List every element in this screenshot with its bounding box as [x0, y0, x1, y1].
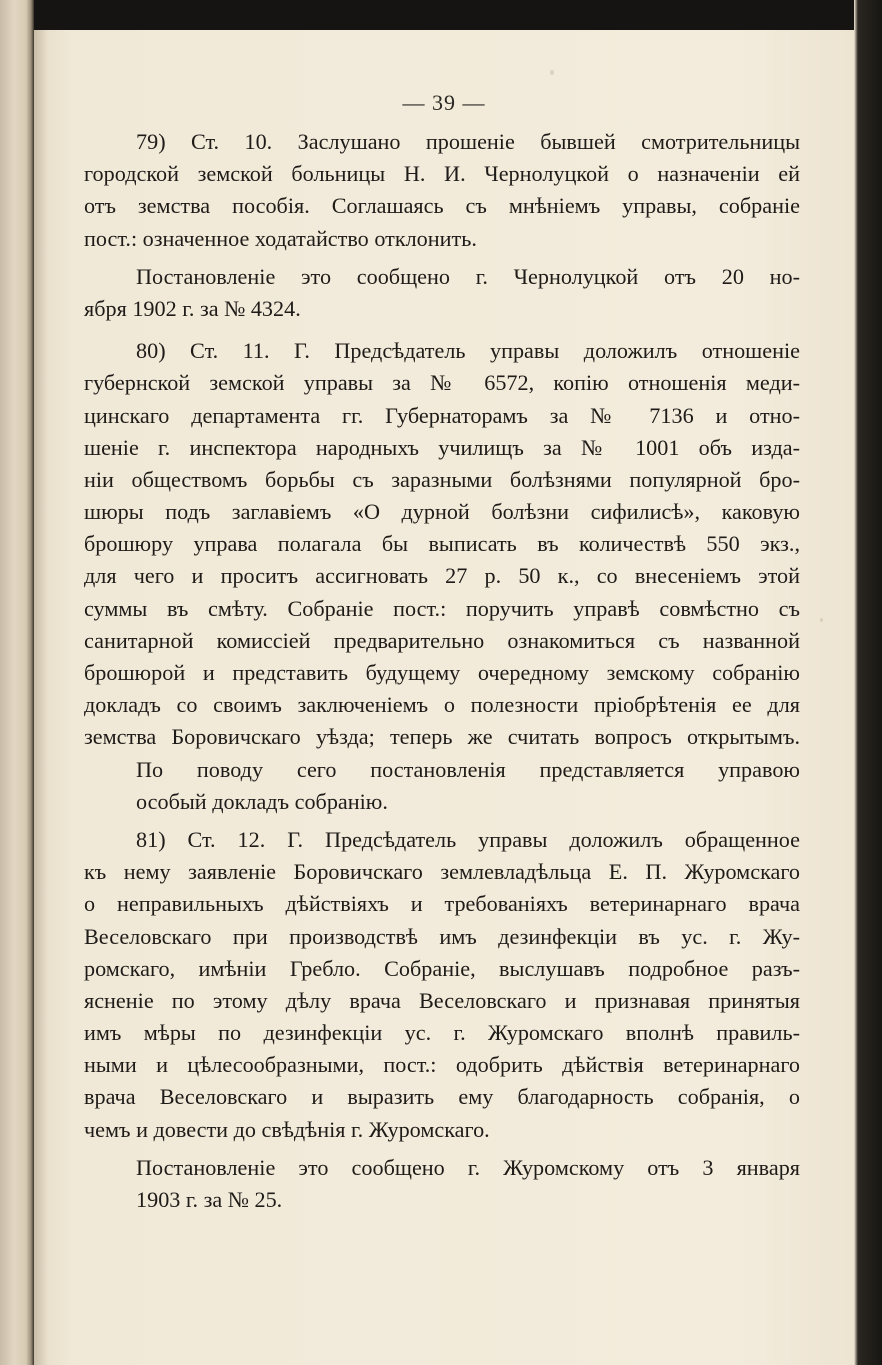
text-line: 1903 г. за № 25.: [136, 1187, 283, 1212]
text-line: брошюрой и представить будущему очередному земскому собранію: [84, 660, 800, 685]
text-line: городской земской больницы Н. И. Чернолуцкой о назначеніи ей: [84, 161, 800, 187]
book-page: [34, 30, 854, 1365]
text-line: отъ земства пособія. Соглашаясь съ мнѣніемъ управы, собраніе: [84, 193, 800, 219]
text-line: особый докладъ собранію.: [136, 788, 388, 814]
text-line: ніи обществомъ борьбы съ заразными болѣзнями популярной бро-: [84, 466, 800, 492]
text-line: ября 1902 г. за № 4324.: [84, 295, 301, 321]
text-line: о неправильныхъ дѣйствіяхъ и требованіяхъ ветеринарнаго врача: [84, 891, 800, 917]
text-line: докладъ со своимъ заключеніемъ о полезности пріобрѣтенія ее для: [84, 692, 800, 718]
paper-spot: [550, 70, 554, 75]
scan-top-border: [0, 0, 882, 30]
text-line: брошюру управа полагала бы выписать въ количествѣ 550 экз.,: [84, 531, 800, 557]
text-line: 80) Ст. 11. Г. Предсѣдатель управы доложилъ отношеніе: [136, 338, 800, 364]
text-line: имъ мѣры по дезинфекціи ус. г. Журомскаго вполнѣ правиль-: [84, 1020, 800, 1046]
text-line: для чего и проситъ ассигновать 27 р. 50 к., со внесеніемъ этой: [84, 563, 800, 589]
text-line: 81) Ст. 12. Г. Предсѣдатель управы доложилъ обращенное: [136, 826, 800, 852]
text-line: ясненіе по этому дѣлу врача Веселовскаго и признавая принятыя: [84, 987, 800, 1013]
text-line: ромскаго, имѣніи Гребло. Собраніе, выслушавъ подробное разъ-: [84, 955, 800, 981]
text-line: Веселовскаго при производствѣ имъ дезинфекціи въ ус. г. Жу-: [84, 923, 800, 949]
page-number: — 39 —: [402, 90, 486, 115]
scan-right-border: [854, 0, 882, 1365]
text-line: пост.: означенное ходатайство отклонить.: [84, 225, 477, 251]
text-line: суммы въ смѣту. Собраніе пост.: поручить управѣ совмѣстно съ: [84, 595, 800, 621]
paper-spot: [820, 618, 823, 622]
text-line: По поводу сего постановленія представляется управою: [136, 756, 800, 782]
text-line: шеніе г. инспектора народныхъ училищъ за № 1001 объ изда-: [84, 434, 800, 460]
text-line: земства Боровичскаго уѣзда; теперь же считать вопросъ открытымъ.: [84, 724, 800, 750]
text-line: цинскаго департамента гг. Губернаторамъ за № 7136 и отно-: [84, 402, 800, 428]
text-line: губернской земской управы за № 6572, копію отношенія меди-: [84, 370, 800, 396]
text-line: 79) Ст. 10. Заслушано прошеніе бывшей смотрительницы: [136, 129, 800, 154]
page-text: [84, 126, 800, 1216]
text-line: чемъ и довести до свѣдѣнія г. Журомскаго.: [84, 1116, 490, 1142]
text-line: шюры подъ заглавіемъ «О дурной болѣзни сифилисѣ», каковую: [84, 499, 800, 525]
text-line: ными и цѣлесообразными, пост.: одобрить дѣйствія ветеринарнаго: [84, 1052, 800, 1078]
text-line: къ нему заявленіе Боровичскаго землевладѣльца Е. П. Журомскаго: [84, 859, 800, 885]
text-line: санитарной комиссіей предварительно ознакомиться съ названной: [84, 627, 800, 653]
left-page-edge: [0, 0, 34, 1365]
text-line: врача Веселовскаго и выразить ему благодарность собранія, о: [84, 1084, 800, 1110]
text-line: Постановленіе это сообщено г. Чернолуцкой отъ 20 но-: [136, 263, 800, 289]
text-line: Постановленіе это сообщено г. Журомскому отъ 3 января: [136, 1154, 800, 1180]
